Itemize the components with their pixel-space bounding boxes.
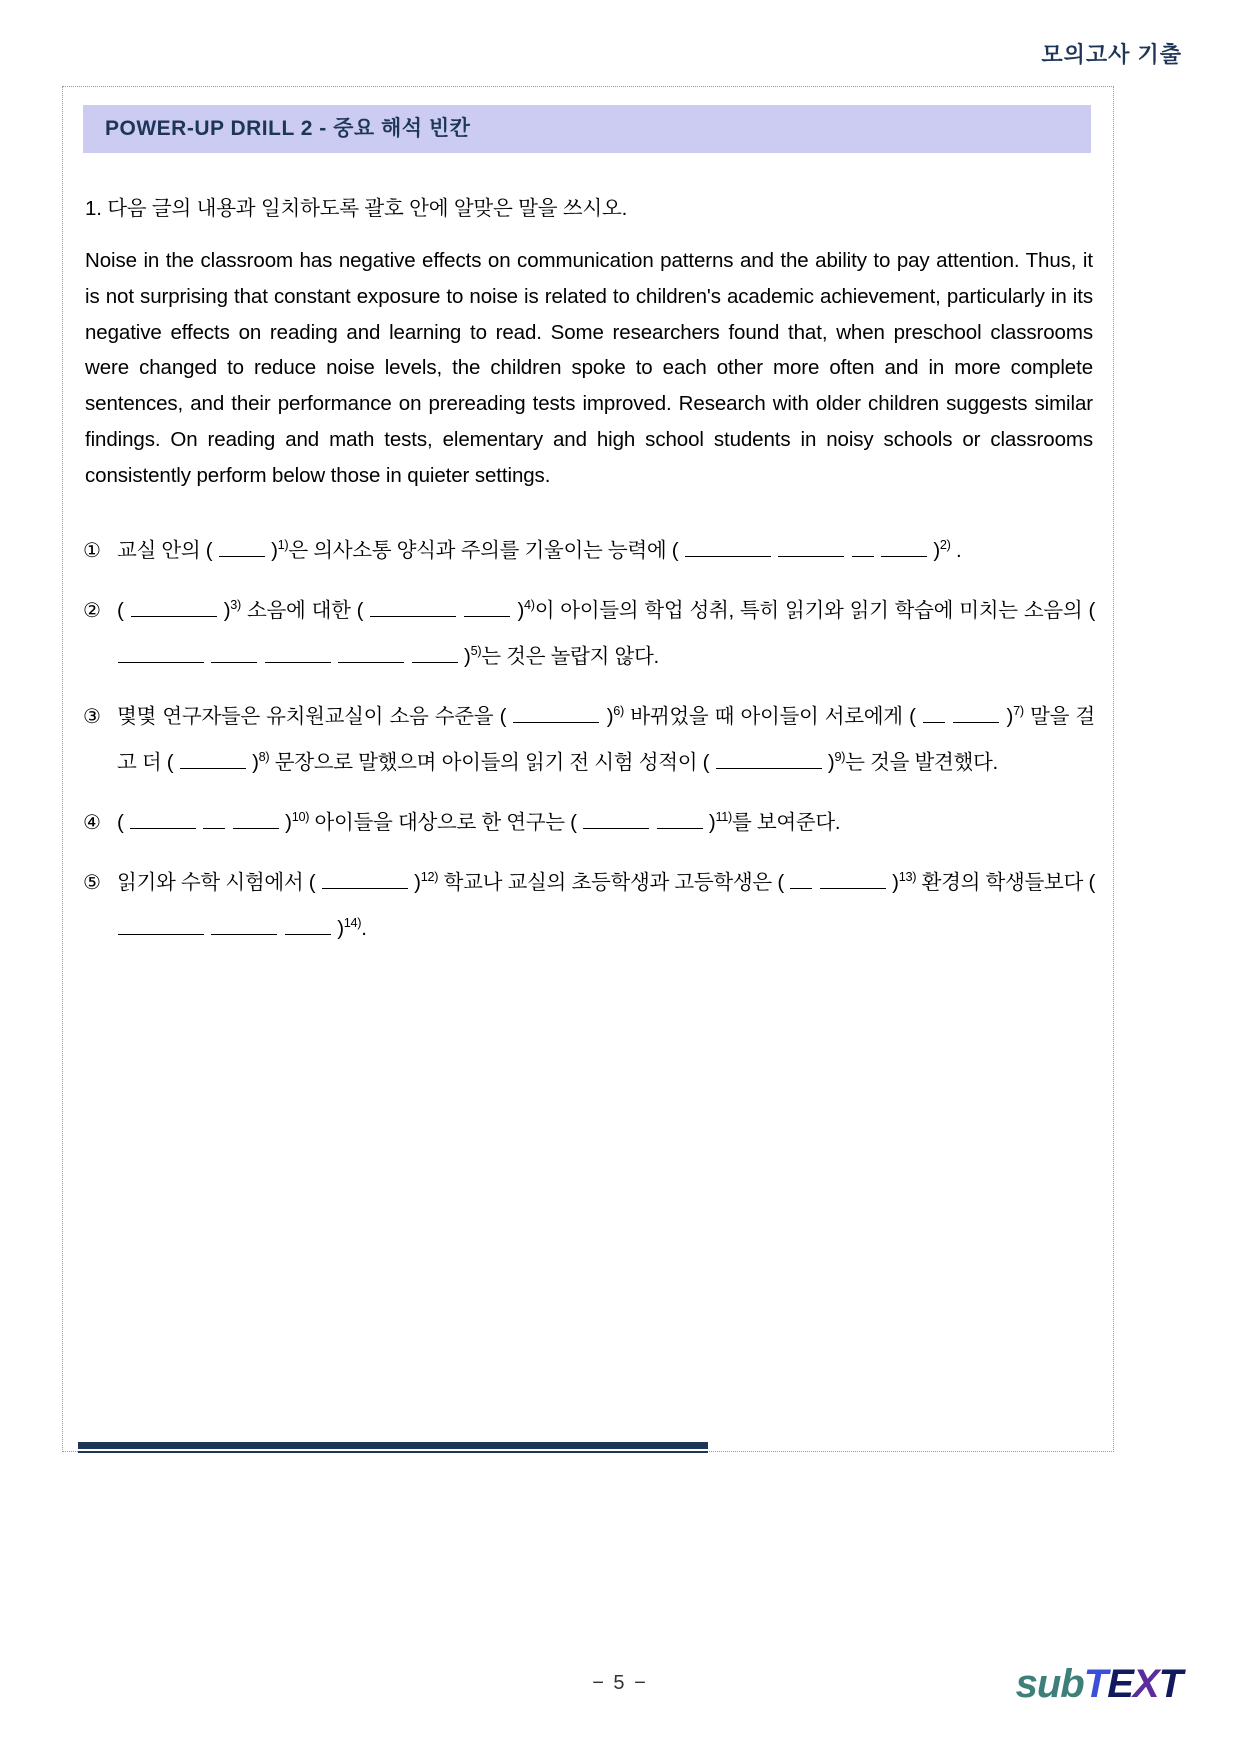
blank-footnote-number: 12) <box>420 868 439 884</box>
footer-rule-thin <box>78 1451 708 1453</box>
logo-part-x: X <box>1132 1662 1159 1706</box>
answer-blank[interactable] <box>211 914 277 934</box>
answer-blank[interactable] <box>338 642 404 662</box>
answer-blank[interactable] <box>852 536 874 556</box>
blank-footnote-number: 14) <box>343 914 362 930</box>
answer-item-marker: ② <box>83 599 101 622</box>
answer-blank[interactable] <box>130 808 196 828</box>
answer-item-marker: ⑤ <box>83 871 101 894</box>
answer-item-body: ( )$^{3)}$ 소음에 대한 ( )$^{4)}$이 아이들의 학업 성취, 특히 읽기와 읽기 학습에 미치는 소음의 ( )$^{5)}$는 것은 놀랍지 않다. <box>117 596 1095 668</box>
logo-part-sub: sub <box>1015 1662 1084 1706</box>
answer-item <box>83 588 1095 680</box>
running-header: 모의고사 기출 <box>1041 42 1182 67</box>
answer-blank[interactable] <box>778 536 844 556</box>
logo-part-e: E <box>1107 1662 1133 1706</box>
page-number: − 5 − <box>592 1672 648 1694</box>
content-inner <box>83 105 1095 966</box>
answer-blank[interactable] <box>203 808 225 828</box>
blank-footnote-number: 2) <box>939 536 951 552</box>
answer-blank[interactable] <box>923 702 945 722</box>
answer-item-body: 읽기와 수학 시험에서 ( )$^{12)}$ 학교나 교실의 초등학생과 고등학생은 ( )$^{13)}$ 환경의 학생들보다 ( )$^{14)}$. <box>117 868 1095 940</box>
blank-footnote-number: 6) <box>613 702 624 718</box>
answer-item-marker: ④ <box>83 811 101 834</box>
answer-blank[interactable] <box>265 642 331 662</box>
answer-blank[interactable] <box>953 702 999 722</box>
answer-blank[interactable] <box>211 642 257 662</box>
answer-item <box>83 860 1095 952</box>
drill-title-banner: POWER-UP DRILL 2 - 중요 해석 빈칸 <box>83 105 1091 153</box>
answer-blank[interactable] <box>118 914 204 934</box>
content-frame <box>62 86 1114 1452</box>
answer-blank[interactable] <box>464 596 510 616</box>
answer-blank[interactable] <box>513 702 599 722</box>
logo-part-t1: T <box>1083 1662 1108 1706</box>
answer-blank[interactable] <box>820 868 886 888</box>
answer-blank[interactable] <box>881 536 927 556</box>
answer-blank[interactable] <box>131 596 217 616</box>
blank-footnote-number: 11) <box>715 808 732 824</box>
blank-footnote-number: 3) <box>230 596 241 612</box>
logo-part-t2: T <box>1158 1662 1182 1706</box>
answer-blank[interactable] <box>583 808 649 828</box>
english-passage: Noise in the classroom has negative effects on communication patterns and the ability to pay attention. Thus, it is not surprising that constant exposure to noise is related to children's academic achievement, particularly in its negative effects on reading and learning to read. Some researchers found that, when preschool classrooms were changed to reduce noise levels, the children spoke to each other more often and in more complete sentences, and their performance on prereading tests improved. Research with older children suggests similar findings. On reading and math tests, elementary and high school students in noisy schools or classrooms consistently perform below those in quieter settings. <box>85 249 1093 487</box>
answer-items-list <box>83 528 1095 952</box>
answer-blank[interactable] <box>219 536 265 556</box>
blank-footnote-number: 13) <box>898 868 917 884</box>
answer-blank[interactable] <box>790 868 812 888</box>
question-instruction: 1. 다음 글의 내용과 일치하도록 괄호 안에 알맞은 말을 쓰시오. <box>85 197 628 220</box>
blank-footnote-number: 5) <box>470 642 482 658</box>
answer-item-marker: ① <box>83 539 101 562</box>
answer-blank[interactable] <box>180 748 246 768</box>
answer-item-body: 몇몇 연구자들은 유치원교실이 소음 수준을 ( )$^{6)}$ 바뀌었을 때 아이들이 서로에게 ( )$^{7)}$ 말을 걸고 더 ( )$^{8)}$ 문장으로 말했으며 아이들의 읽기 전 시험 성적이 ( )$^{9)}$는 것을 발견했다. <box>117 702 1095 774</box>
blank-footnote-number: 8) <box>258 748 270 764</box>
blank-footnote-number: 9) <box>834 748 846 764</box>
answer-item <box>83 694 1095 786</box>
answer-item-body: 교실 안의 ( )$^{1)}$은 의사소통 양식과 주의를 기울이는 능력에 ( )$^{2)}$ . <box>117 536 962 562</box>
answer-item <box>83 800 1095 846</box>
blank-footnote-number: 1) <box>277 536 289 552</box>
answer-blank[interactable] <box>370 596 456 616</box>
answer-item-marker: ③ <box>83 705 101 728</box>
answer-blank[interactable] <box>685 536 771 556</box>
subtext-logo <box>1016 1662 1182 1707</box>
answer-blank[interactable] <box>233 808 279 828</box>
answer-item-body: ( )$^{10)}$ 아이들을 대상으로 한 연구는 ( )$^{11)}$를 보여준다. <box>117 808 841 834</box>
blank-footnote-number: 4) <box>523 596 535 612</box>
answer-blank[interactable] <box>412 642 458 662</box>
answer-item <box>83 528 1095 574</box>
answer-blank[interactable] <box>657 808 703 828</box>
answer-blank[interactable] <box>285 914 331 934</box>
blank-footnote-number: 7) <box>1013 702 1024 718</box>
answer-blank[interactable] <box>716 748 822 768</box>
answer-blank[interactable] <box>322 868 408 888</box>
answer-blank[interactable] <box>118 642 204 662</box>
blank-footnote-number: 10) <box>291 808 310 824</box>
footer-rule-thick <box>78 1442 708 1449</box>
